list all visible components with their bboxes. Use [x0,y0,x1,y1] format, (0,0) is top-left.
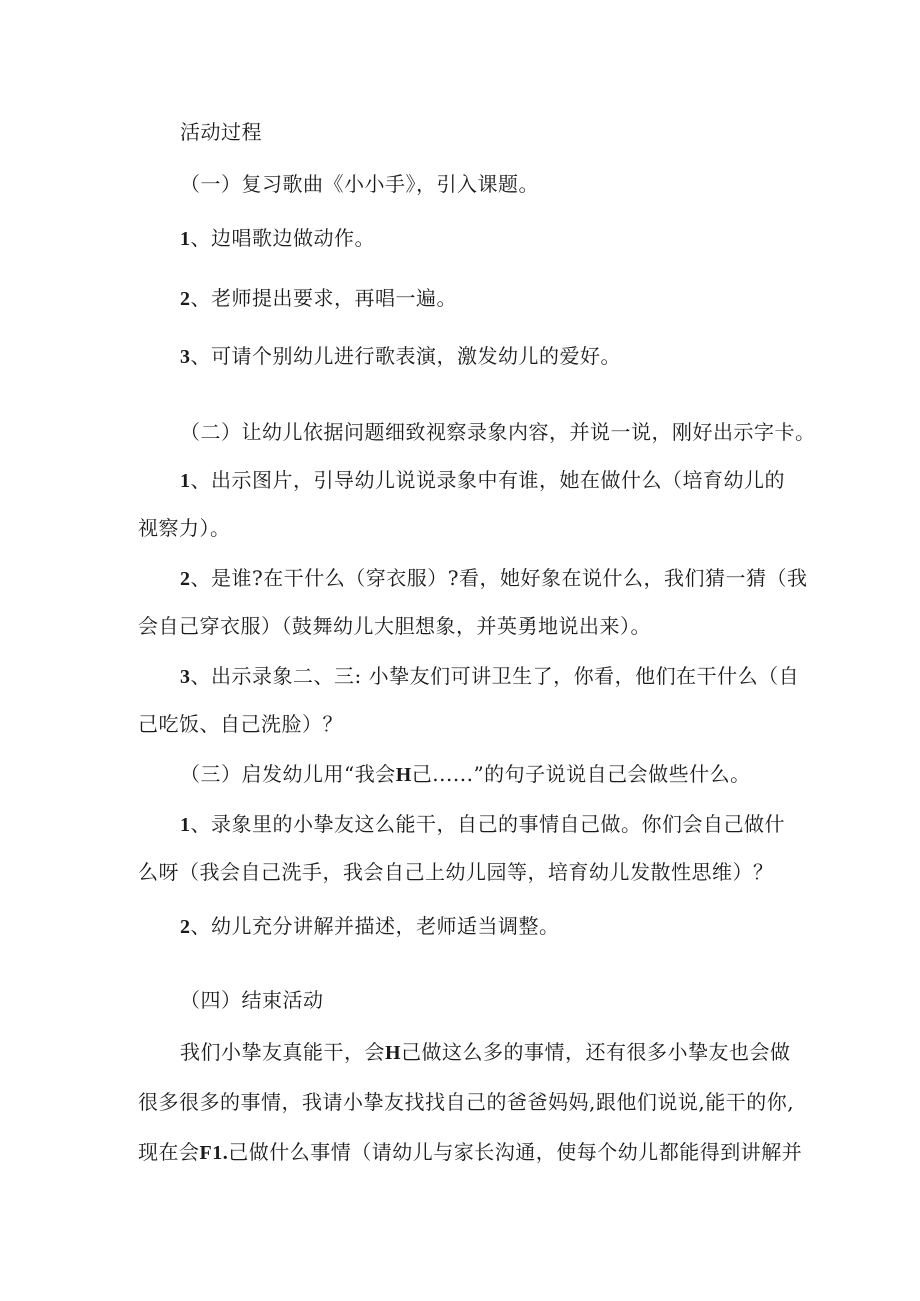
item-number: 3 [180,346,191,368]
para-ocr-glyph: F1. [199,1142,229,1164]
section-2-item-1-line-1 [180,468,785,493]
para-text: 现在会 [138,1140,200,1164]
item-text: 、录象里的小挚友这么能干，自己的事情自己做。你们会自己做什 [190,812,785,836]
item-number: 1 [180,814,191,836]
section-4-para-line-1 [180,1040,791,1065]
item-text: 、出示图片，引导幼儿说说录象中有谁，她在做什么（培育幼儿的 [190,468,785,492]
para-text: 我们小挚友真能干，会 [180,1040,385,1064]
item-number: 2 [180,568,191,590]
section-2-title: （二）让幼儿依据问题细致视察录象内容，并说一说，刚好出示字卡。 [180,420,816,444]
item-text: 、幼儿充分讲解并描述，老师适当调整。 [190,914,560,938]
item-text: 、出示录象二、三: 小挚友们可讲卫生了，你看，他们在干什么（自 [190,664,800,688]
section-4-para-line-2: 很多很多的事情，我请小挚友找找自己的爸爸妈妈,跟他们说说,能干的你, [138,1090,795,1114]
para-text: 己做什么事情（请幼儿与家长沟通，使每个幼儿都能得到讲解并 [228,1140,803,1164]
section-1-item-2 [180,286,457,311]
section-3-title [180,762,751,787]
para-ocr-glyph: H [385,1042,402,1064]
item-text: 、老师提出要求，再唱一遍。 [190,286,457,310]
item-text: 、可请个别幼儿进行歌表演，激发幼儿的爱好。 [190,344,621,368]
section-2-item-1-line-2: 视察力）。 [138,516,231,540]
section-2-item-2-line-1 [180,566,807,591]
section-3-item-1-line-1 [180,812,785,837]
item-number: 2 [180,288,191,310]
item-text: 、边唱歌边做动作。 [190,226,375,250]
section-3-item-1-line-2: 么呀（我会自己洗手，我会自己上幼儿园等，培育幼儿发散性思维）？ [138,860,774,884]
title-text: 己......”的句子说说自己会做些什么。 [411,762,751,786]
title-ocr-glyph: H [395,764,412,786]
section-2-item-3-line-1 [180,664,799,689]
section-4-title: （四）结束活动 [180,988,324,1012]
item-number: 2 [180,916,191,938]
item-number: 1 [180,228,191,250]
section-2-item-2-line-2: 会自己穿衣服）（鼓舞幼儿大胆想象，并英勇地说出来）。 [138,614,651,638]
section-2-item-3-line-2: 己吃饭、自己洗脸）？ [138,712,343,736]
para-text: 己做这么多的事情，还有很多小挚友也会做 [401,1040,791,1064]
item-number: 3 [180,666,191,688]
section-3-item-2 [180,914,560,939]
section-4-para-line-3 [138,1140,802,1165]
section-1-title: （一）复习歌曲《小小手》，引入课题。 [180,172,539,196]
item-number: 1 [180,470,191,492]
section-1-item-1 [180,226,375,251]
title-text: （三）启发幼儿用“我会 [180,762,396,786]
section-1-item-3 [180,344,621,369]
document-heading: 活动过程 [180,120,262,144]
item-text: 、是谁?在干什么（穿衣服）?看，她好象在说什么，我们猜一猜（我 [190,566,808,590]
